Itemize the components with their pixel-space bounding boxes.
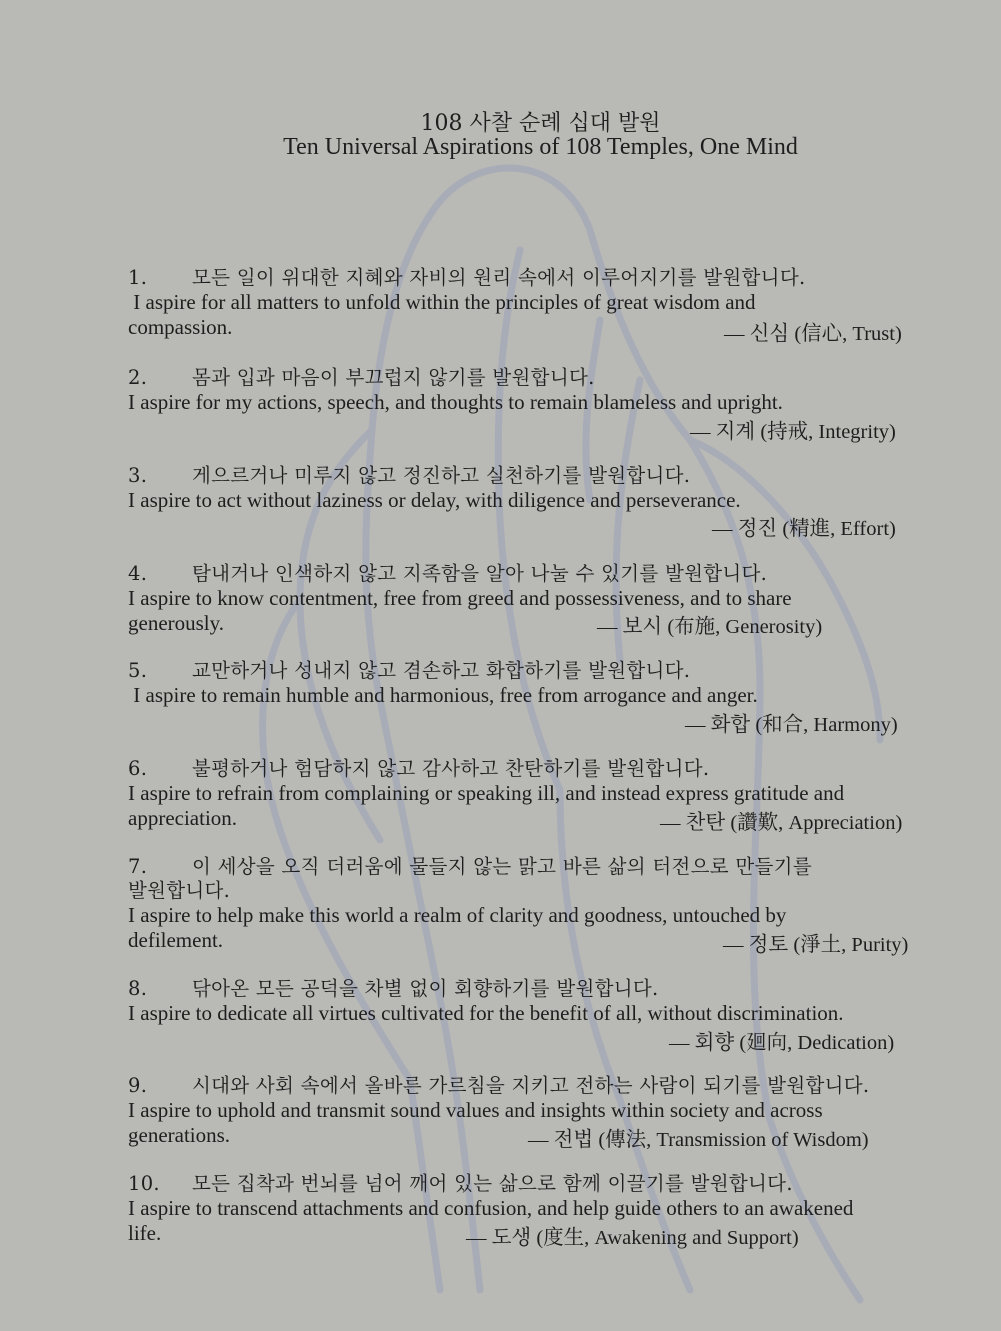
item-english: I aspire to help make this world a realm of clarity and goodness, untouched by: [128, 903, 787, 927]
item-korean-cont: 발원합니다.: [128, 879, 231, 902]
aspiration-item: [128, 977, 958, 1026]
aspiration-item: [128, 659, 958, 708]
item-english-cont: defilement.: [128, 927, 224, 952]
aspiration-item: [128, 464, 958, 513]
item-english: I aspire to dedicate all virtues cultivated for the benefit of all, without discrimination.: [128, 1001, 844, 1025]
item-number: 9.: [128, 1074, 148, 1097]
item-english-cont: life.: [128, 1220, 162, 1245]
item-virtue: — 지계 (持戒, Integrity): [690, 421, 896, 443]
item-english: I aspire to uphold and transmit sound values and insights within society and across: [128, 1098, 823, 1122]
item-english: I aspire to transcend attachments and confusion, and help guide others to an awakened: [128, 1196, 854, 1220]
item-english-cont: generously.: [128, 610, 225, 635]
item-korean: 닦아온 모든 공덕을 차별 없이 회향하기를 발원합니다.: [192, 977, 659, 1000]
item-number: 5.: [128, 659, 148, 682]
item-virtue: — 도생 (度生, Awakening and Support): [466, 1227, 799, 1249]
aspiration-item: [128, 1074, 958, 1147]
item-virtue: — 보시 (布施, Generosity): [597, 616, 823, 638]
aspiration-item: [128, 757, 958, 830]
item-korean: 이 세상을 오직 더러움에 물들지 않는 맑고 바른 삶의 터전으로 만들기를: [192, 855, 812, 878]
aspiration-item: [128, 855, 958, 952]
item-number: 7.: [128, 855, 148, 878]
item-english: I aspire for all matters to unfold within the principles of great wisdom and: [128, 290, 756, 314]
item-english: I aspire to act without laziness or delay, with diligence and perseverance.: [128, 488, 741, 512]
item-number: 3.: [128, 464, 148, 487]
item-english-cont: generations.: [128, 1122, 231, 1147]
aspiration-item: [128, 562, 958, 635]
item-virtue: — 정토 (淨土, Purity): [723, 934, 909, 956]
item-virtue: — 찬탄 (讚歎, Appreciation): [660, 812, 903, 834]
item-virtue: — 신심 (信心, Trust): [724, 323, 902, 345]
item-virtue: — 정진 (精進, Effort): [712, 518, 896, 540]
item-english-cont: compassion.: [128, 314, 233, 339]
title-english: Ten Universal Aspirations of 108 Temples, One Mind: [283, 134, 798, 160]
item-korean: 게으르거나 미루지 않고 정진하고 실천하기를 발원합니다.: [192, 464, 691, 487]
item-virtue: — 회향 (廻向, Dedication): [669, 1032, 895, 1054]
item-korean: 탐내거나 인색하지 않고 지족함을 알아 나눌 수 있기를 발원합니다.: [192, 562, 768, 585]
item-english-cont: appreciation.: [128, 805, 238, 830]
item-number: 10.: [128, 1172, 160, 1195]
item-number: 2.: [128, 366, 148, 389]
item-number: 6.: [128, 757, 148, 780]
item-english: I aspire to know contentment, free from greed and possessiveness, and to share: [128, 586, 792, 610]
item-english: I aspire for my actions, speech, and thoughts to remain blameless and upright.: [128, 390, 783, 414]
item-virtue: — 화합 (和合, Harmony): [685, 714, 898, 736]
item-korean: 교만하거나 성내지 않고 겸손하고 화합하기를 발원합니다.: [192, 659, 691, 682]
item-korean: 시대와 사회 속에서 올바른 가르침을 지키고 전하는 사람이 되기를 발원합니다.: [192, 1074, 870, 1097]
item-number: 1.: [128, 266, 148, 289]
item-korean: 몸과 입과 마음이 부끄럽지 않기를 발원합니다.: [192, 366, 595, 389]
item-korean: 불평하거나 험담하지 않고 감사하고 찬탄하기를 발원합니다.: [192, 757, 710, 780]
item-korean: 모든 일이 위대한 지혜와 자비의 원리 속에서 이루어지기를 발원합니다.: [192, 266, 806, 289]
aspiration-item: [128, 266, 958, 339]
item-number: 4.: [128, 562, 148, 585]
aspiration-item: [128, 366, 958, 415]
item-english: I aspire to remain humble and harmonious, free from arrogance and anger.: [128, 683, 758, 707]
item-number: 8.: [128, 977, 148, 1000]
item-english: I aspire to refrain from complaining or speaking ill, and instead express gratitude and: [128, 781, 845, 805]
title-korean: 108 사찰 순례 십대 발원: [420, 111, 661, 136]
item-virtue: — 전법 (傳法, Transmission of Wisdom): [528, 1129, 869, 1151]
aspiration-item: [128, 1172, 958, 1245]
item-korean: 모든 집착과 번뇌를 넘어 깨어 있는 삶으로 함께 이끌기를 발원합니다.: [192, 1172, 793, 1195]
